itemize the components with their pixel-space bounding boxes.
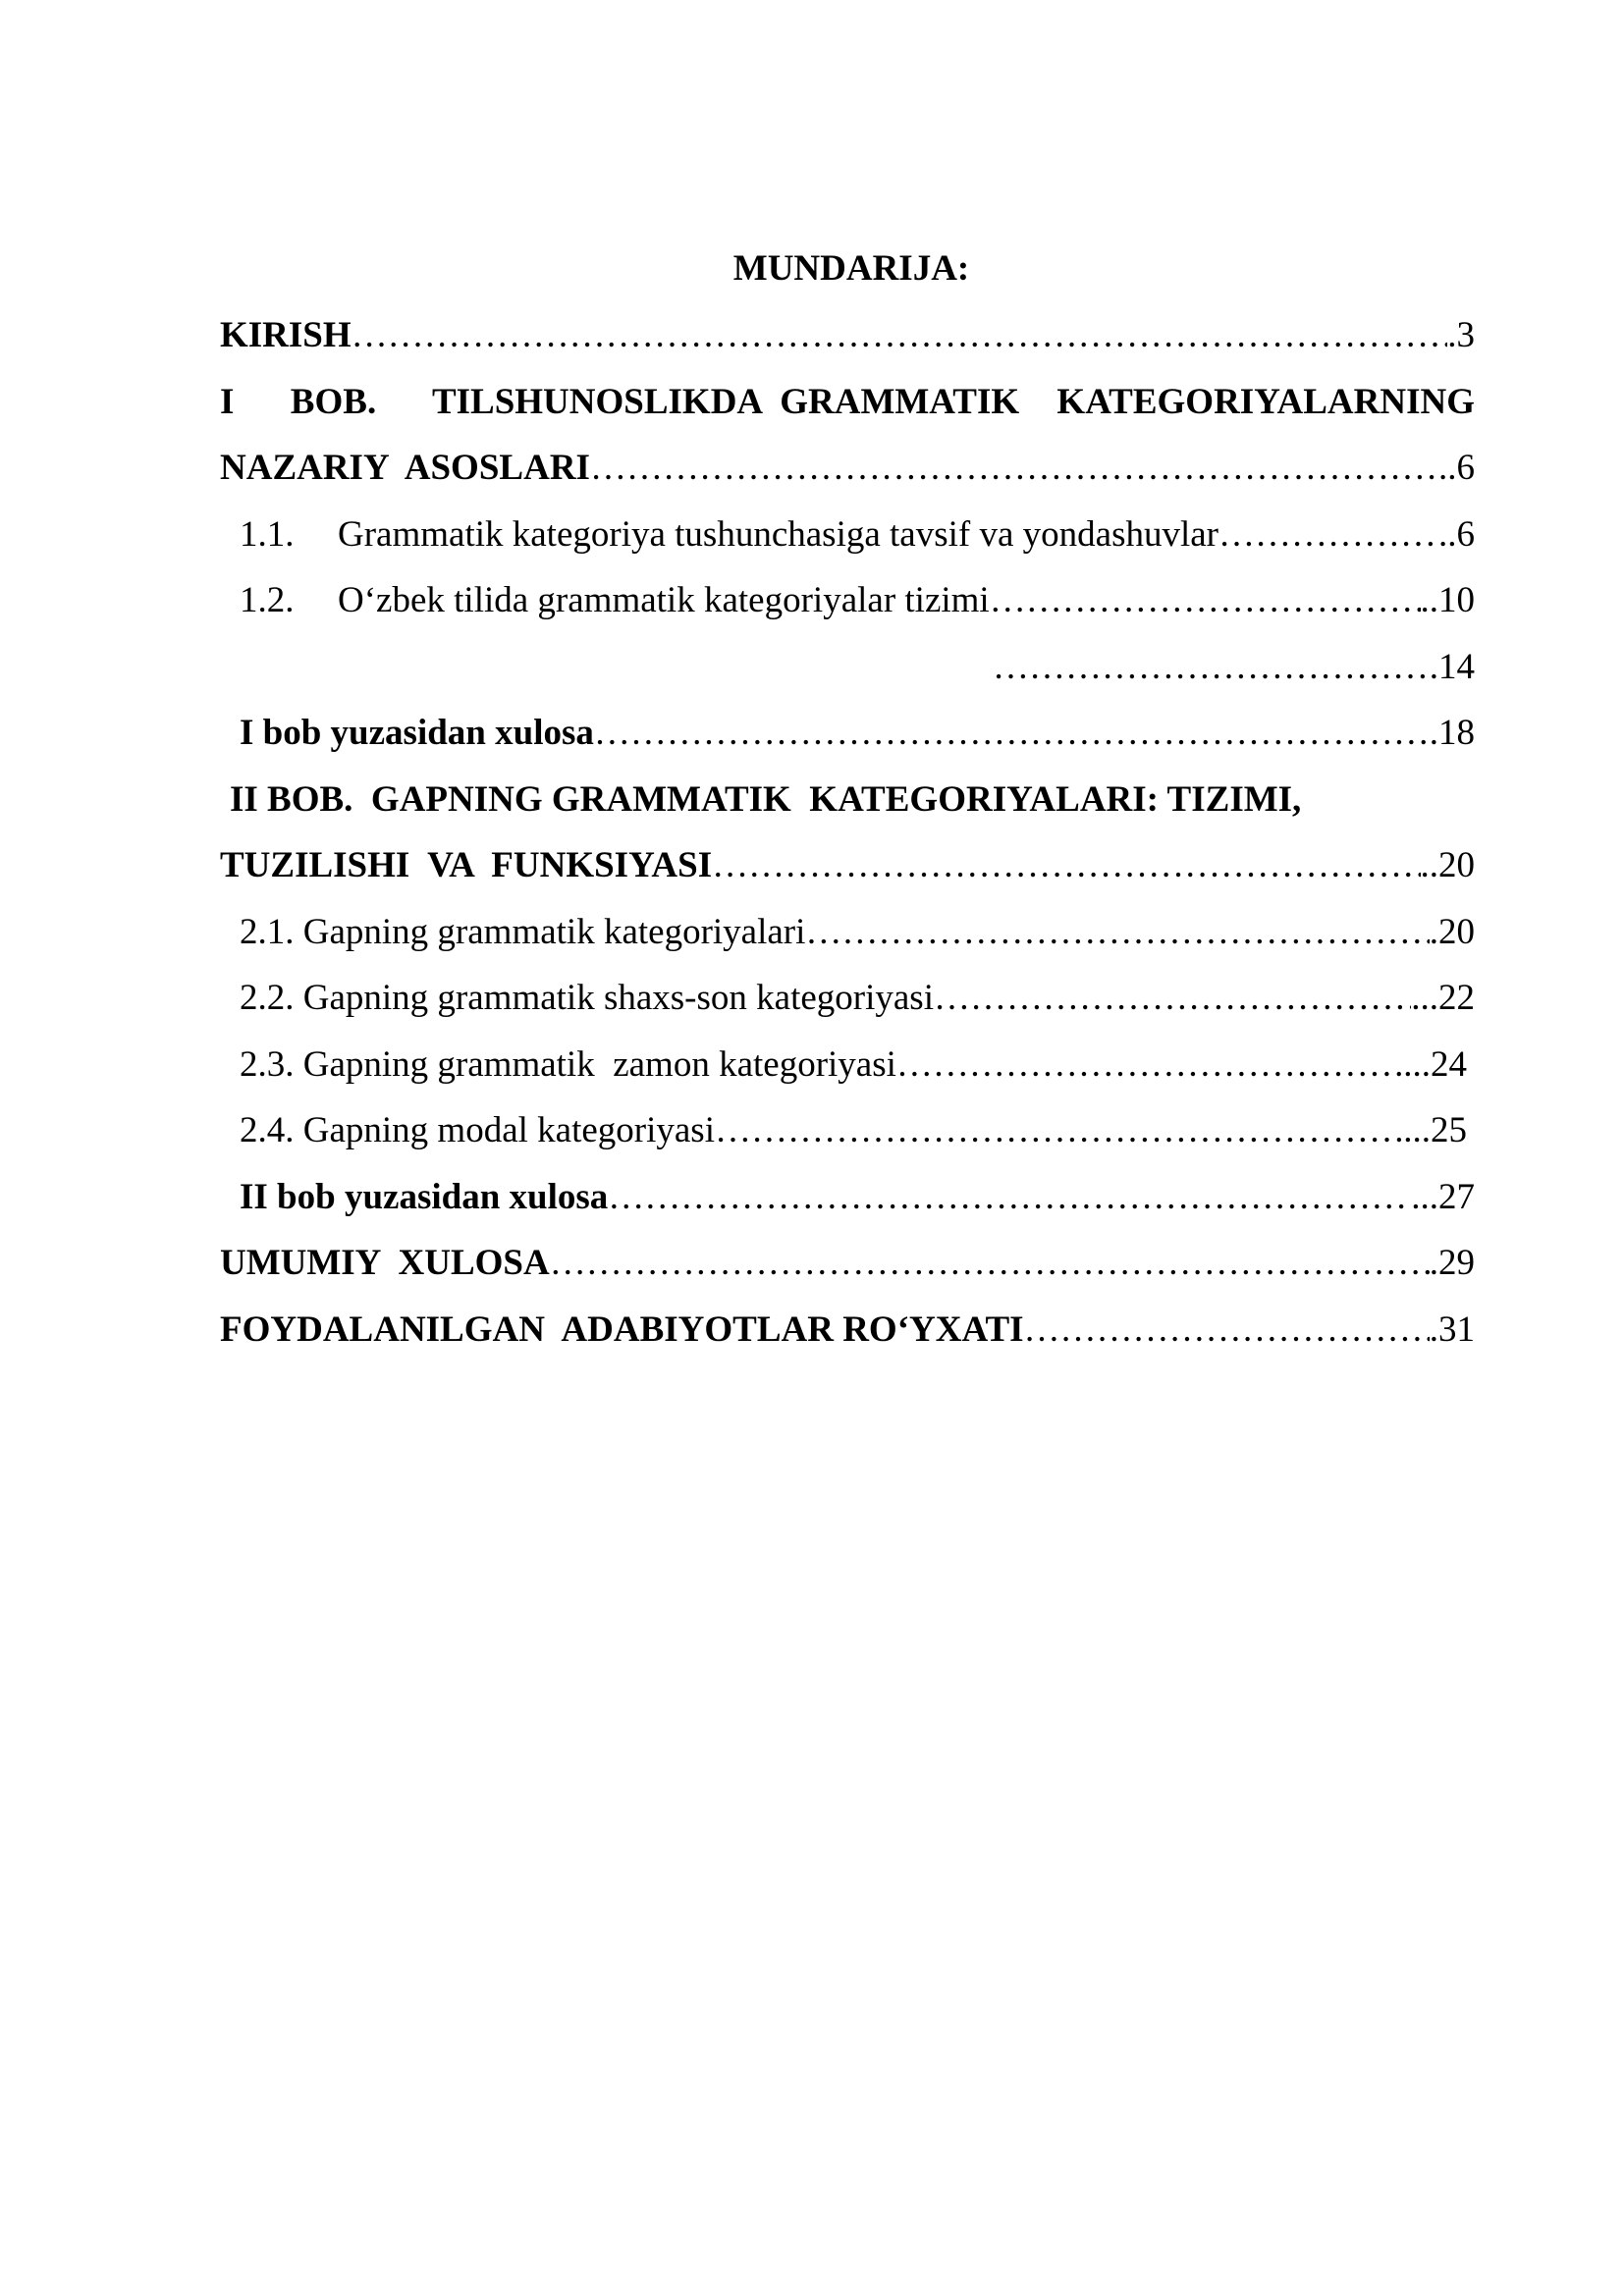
toc-entry-section-2-3[interactable] xyxy=(220,1032,1475,1098)
toc-chapter-2-heading[interactable]: II BOB. GAPNING GRAMMATIK KATEGORIYALARI: TIZIMI, xyxy=(230,778,1302,820)
dot-leader xyxy=(934,965,1411,1032)
toc-page-number: ...24 xyxy=(1403,1043,1467,1085)
dot-leader xyxy=(1024,1297,1430,1363)
toc-page-number: ..6 xyxy=(1438,513,1475,555)
toc-entry-label: 2.1. Gapning grammatik kategoriyalari xyxy=(240,911,806,952)
dot-leader xyxy=(712,832,1420,899)
dot-leader xyxy=(352,302,1448,369)
toc-entry-chapter-1[interactable] xyxy=(220,435,1475,502)
toc-page-number: ..20 xyxy=(1420,845,1475,885)
toc-entry-label: NAZARIY ASOSLARI xyxy=(220,448,590,488)
toc-page-number: .20 xyxy=(1429,911,1475,952)
toc-entry-label: 2.2. Gapning grammatik shaxs-son kategoriyasi xyxy=(240,978,934,1018)
toc-entry-label: 2.4. Gapning modal kategoriyasi xyxy=(240,1110,715,1150)
toc-page-number: ..6 xyxy=(1438,448,1475,488)
toc-section-number: 1.1. xyxy=(240,513,295,555)
dot-leader xyxy=(594,700,1430,767)
toc-page-number: .31 xyxy=(1429,1308,1475,1350)
toc-section-number: 1.2. xyxy=(240,580,295,620)
toc-title: MUNDARIJA: xyxy=(732,248,970,289)
dot-leader xyxy=(990,567,1421,634)
table-of-contents xyxy=(220,236,1475,1362)
toc-entry-label: I bob yuzasidan xulosa xyxy=(240,713,594,753)
toc-entry-label-group xyxy=(240,502,1218,568)
toc-page-number: .29 xyxy=(1429,1243,1475,1283)
dot-leader xyxy=(805,899,1429,966)
dot-leader xyxy=(993,634,1430,701)
dot-leader xyxy=(590,435,1438,502)
toc-entry-bibliography[interactable] xyxy=(220,1297,1475,1363)
toc-entry-chapter-2[interactable] xyxy=(220,832,1475,899)
toc-entry-general-conclusion[interactable] xyxy=(220,1230,1475,1297)
toc-entry-section-1-3[interactable] xyxy=(220,634,1475,701)
dot-leader xyxy=(608,1164,1411,1231)
toc-page-number: ..10 xyxy=(1420,580,1475,620)
dot-leader xyxy=(1218,502,1438,568)
toc-entry-chapter-1-summary[interactable] xyxy=(220,700,1475,767)
dot-leader xyxy=(715,1097,1403,1164)
toc-entry-label: KIRISH xyxy=(220,315,352,355)
toc-entry-label-group xyxy=(240,567,990,634)
toc-entry-section-2-4[interactable] xyxy=(220,1097,1475,1164)
toc-entry-section-1-1[interactable] xyxy=(220,502,1475,568)
toc-entry-label: FOYDALANILGAN ADABIYOTLAR RO‘YXATI xyxy=(220,1308,1024,1350)
toc-entry-kirish[interactable] xyxy=(220,302,1475,369)
toc-entry-section-2-2[interactable] xyxy=(220,965,1475,1032)
toc-entry-chapter-2-summary[interactable] xyxy=(220,1164,1475,1231)
toc-entry-section-1-2[interactable] xyxy=(220,567,1475,634)
toc-page-number: .14 xyxy=(1429,646,1475,687)
toc-page-number: ...27 xyxy=(1411,1176,1475,1217)
toc-page-number: ...25 xyxy=(1403,1110,1467,1150)
toc-entry-label: O‘zbek tilida grammatik kategoriyalar tizimi xyxy=(338,580,990,620)
toc-page-number: .18 xyxy=(1429,713,1475,753)
toc-page-number: .3 xyxy=(1447,315,1475,355)
toc-entry-label: UMUMIY XULOSA xyxy=(220,1243,550,1283)
toc-entry-label: II bob yuzasidan xulosa xyxy=(240,1176,609,1217)
toc-entry-section-2-1[interactable] xyxy=(220,899,1475,966)
toc-entry-label: TUZILISHI VA FUNKSIYASI xyxy=(220,845,713,885)
toc-chapter-1-heading[interactable]: I BOB. TILSHUNOSLIKDA GRAMMATIK KATEGORIYALARNING xyxy=(220,381,1475,422)
toc-entry-label: 2.3. Gapning grammatik zamon kategoriyasi xyxy=(240,1043,896,1085)
toc-entry-label: Grammatik kategoriya tushunchasiga tavsif va yondashuvlar xyxy=(338,513,1218,555)
toc-page-number: ...22 xyxy=(1411,978,1475,1018)
toc-entry-label-group xyxy=(240,634,993,701)
dot-leader xyxy=(896,1032,1403,1098)
dot-leader xyxy=(550,1230,1430,1297)
